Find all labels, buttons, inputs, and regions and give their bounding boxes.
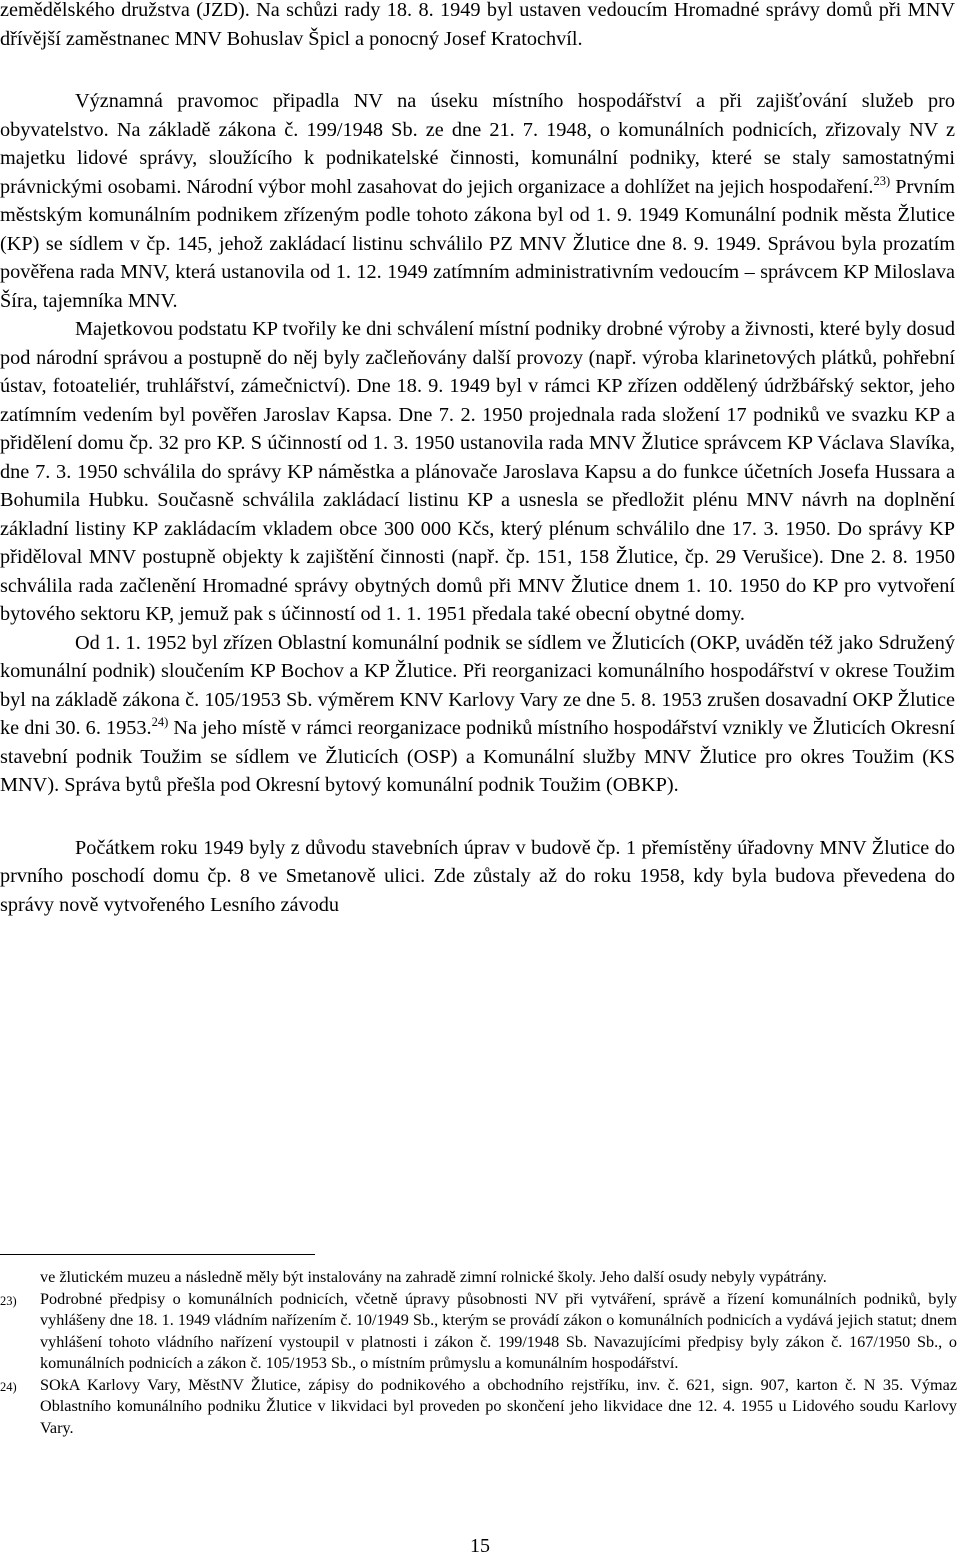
page-number: 15 [470, 1535, 490, 1557]
footnote-23-text: Podrobné předpisy o komunálních podnicích, včetně úpravy působnosti NV při vytváření, správě a řízení komunálních podniků, byly vyhlášeny dne 18. 1. 1949 vládním nařízením č. 10/1949 Sb., kterým se provádí zákon o komunálních podnicích a vydává jejich statut; dnem vyhlášení tohoto vládního nařízení vystoupil v platnosti i zákon č. 199/1948 Sb. Navazujícími předpisy byly zákon č. 167/1950 Sb., o komunálních podnicích a zákon č. 105/1953 Sb., o místním průmyslu a komunálním hospodářství. [40, 1289, 957, 1372]
paragraph-3: Majetkovou podstatu KP tvořily ke dni schválení místní podniky drobné výroby a živnosti, které byly dosud pod národní správou a postupně do něj byly začleňovány další provozy (např. výroba klarinetových plátků, pohřební ústav, fotoateliér, truhlářství, zámečnictví). Dne 18. 9. 1949 byl v rámci KP zřízen oddělený údržbářský sektor, jeho zatímním vedením byl pověřen Jaroslav Kapsa. Dne 7. 2. 1950 projednala rada složení 17 podniků ve svazku KP a přidělení domu čp. 32 pro KP. S účinností od 1. 3. 1950 ustanovila rada MNV Žlutice správcem KP Václava Slavíka, dne 7. 3. 1950 schválila do správy KP náměstka a plánovače Jaroslava Kapsu a do funkce účetních Josefa Hussara a Bohumila Hubku. Současně schválila zakládací listinu KP a usnesla se předložit plénu MNV návrh na doplnění základní listiny KP zakládacím vkladem obce 300 000 Kčs, který plénum schválilo dne 17. 3. 1950. Do správy KP přiděloval MNV postupně objekty k zajištění činnosti (např. čp. 151, 158 Žlutice, čp. 29 Verušice). Dne 2. 8. 1950 schválila rada začlenění Hromadné správy obytných domů při MNV Žlutice dnem 1. 10. 1950 do KP pro vytvoření bytového sektoru KP, jemuž pak s účinností od 1. 1. 1951 předala také obecní obytné domy. [0, 318, 955, 625]
footnotes [0, 1267, 957, 1439]
footnote-ref-23[interactable]: 23) [873, 173, 891, 188]
footnote-23-number: 23) [0, 1293, 17, 1308]
footnote-24 [0, 1375, 957, 1440]
footnote-continued: ve žlutickém muzeu a následně měly být instalovány na zahradě zimní rolnické školy. Jeho další osudy nebyly vypátrány. [40, 1268, 827, 1286]
footnote-separator [0, 1254, 315, 1255]
footnote-ref-24[interactable]: 24) [151, 715, 169, 729]
footnote-24-text: SOkA Karlovy Vary, MěstNV Žlutice, zápisy do podnikového a obchodního rejstříku, inv. č. 621, sign. 907, karton č. N 35. Výmaz Oblastního komunálního podniku Žlutice v likvidaci byl proveden po skončení jeho likvidace dne 12. 4. 1955 u Lidového soudu Karlovy Vary. [40, 1375, 957, 1437]
paragraph-2-text-b: Prvním městským komunálním podnikem zřízeným podle tohoto zákona byl od 1. 9. 1949 Komunální podnik města Žlutice (KP) se sídlem v čp. 145, jehož zakládací listinu schválilo PZ MNV Žlutice dne 8. 9. 1949. Správou byla prozatím pověřena rada MNV, která ustanovila od 1. 12. 1949 zatímním administrativním vedoucím – správcem KP Miloslava Šíra, tajemníka MNV. [0, 175, 955, 312]
footnote-23 [0, 1289, 957, 1375]
paragraph-2 [0, 87, 955, 315]
paragraph-4 [0, 629, 955, 800]
paragraph-4-text-b: Na jeho místě v rámci reorganizace podniků místního hospodářství vznikly ve Žluticích Okresní stavební podnik Toužim se sídlem ve Žluticích (OSP) a Komunální služby MNV Žlutice pro okres Toužim (KS MNV). Správa bytů přešla pod Okresní bytový komunální podnik Toužim (OBKP). [0, 717, 955, 796]
paragraph-5: Počátkem roku 1949 byly z důvodu stavebních úprav v budově čp. 1 přemístěny úřadovny MNV Žlutice do prvního poschodí domu čp. 8 ve Smetanově ulici. Zde zůstaly až do roku 1958, kdy byla budova převedena do správy nově vytvořeného Lesního závodu [0, 836, 955, 916]
paragraph-gap [0, 800, 955, 834]
paragraph-2-text-a: Významná pravomoc připadla NV na úseku místního hospodářství a při zajišťování služeb pro obyvatelstvo. Na základě zákona č. 199/1948 Sb. ze dne 21. 7. 1948, o komunálních podnicích, zřizovaly NV z majetku lidové správy, sloužícího k podnikatelské činnosti, komunální podniky, které se staly samostatnými právnickými osobami. Národní výbor mohl zasahovat do jejich organizace a dohlížet na jejich hospodaření. [0, 90, 955, 198]
paragraph-4-text-a: Od 1. 1. 1952 byl zřízen Oblastní komunální podnik se sídlem ve Žluticích (OKP, uváděn též jako Sdružený komunální podnik) sloučením KP Bochov a KP Žlutice. Při reorganizaci komunálního hospodářství v okrese Toužim byl na základě zákona č. 105/1953 Sb. výměrem KNV Karlovy Vary ze dne 5. 8. 1953 zrušen dosavadní OKP Žlutice ke dni 30. 6. 1953. [0, 631, 955, 739]
paragraph-1: zemědělského družstva (JZD). Na schůzi rady 18. 8. 1949 byl ustaven vedoucím Hromadné správy domů při MNV dřívější zaměstnanec MNV Bohuslav Špicl a ponocný Josef Kratochvíl. [0, 0, 955, 50]
paragraph-gap [0, 53, 955, 87]
footnote-24-number: 24) [0, 1379, 17, 1394]
